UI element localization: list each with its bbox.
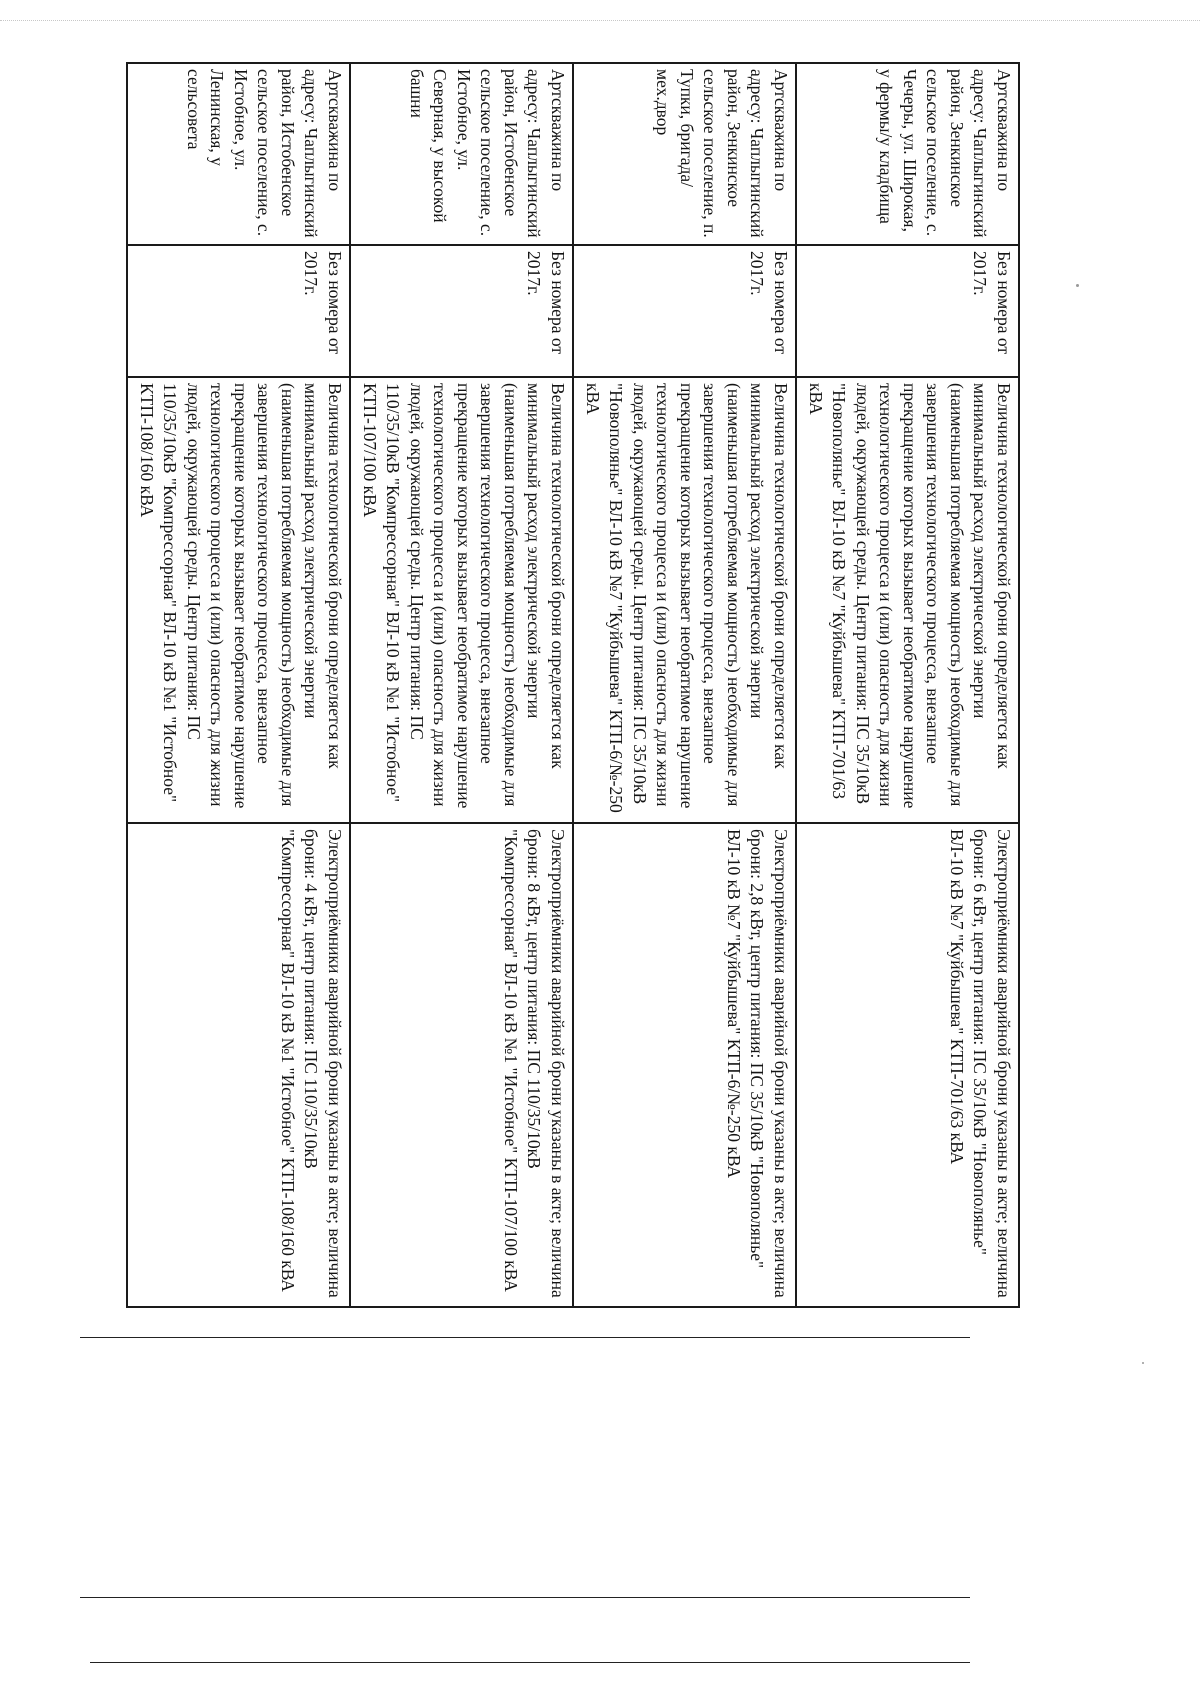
address-cell: Артскважина по адресу: Чаплыгинский район, Зенкинское сельское поселение, п. Тупки, бригада/мех.двор — [573, 63, 796, 245]
table-row — [573, 63, 796, 1307]
description-cell: Величина технологической брони определяется как минимальный расход электрической энергии (наименьшая потребляемая мощность) необходимые для завершения технологического процесса, внезапное прекращение которых вызывает необратимое нарушение технологического процесса и (или) опасность для жизни людей, окружающей среды. Центр питания: ПС 110/35/10кВ "Компрессорная" ВЛ-10 кВ №1 "Истобное" КТП-108/160 кВА — [127, 377, 350, 823]
description-cell: Величина технологической брони определяется как минимальный расход электрической энергии (наименьшая потребляемая мощность) необходимые для завершения технологического процесса, внезапное прекращение которых вызывает необратимое нарушение технологического процесса и (или) опасность для жизни людей, окружающей среды. Центр питания: ПС 35/10кВ "Новополянье" ВЛ-10 кВ №7 "Куйбышева" КТП-701/63 кВА — [796, 377, 1019, 823]
document-cell: Без номера от 2017г. — [573, 245, 796, 377]
description-cell: Величина технологической брони определяется как минимальный расход электрической энергии (наименьшая потребляемая мощность) необходимые для завершения технологического процесса, внезапное прекращение которых вызывает необратимое нарушение технологического процесса и (или) опасность для жизни людей, окружающей среды. Центр питания: ПС 110/35/10кВ "Компрессорная" ВЛ-10 кВ №1 "Истобное" КТП-107/100 кВА — [350, 377, 573, 823]
note-cell: Электроприёмники аварийной брони указаны в акте; величина брони: 8 кВт, центр питания: ПС 110/35/10кВ "Компрессорная" ВЛ-10 кВ №1 "Истобное" КТП-107/100 кВА — [350, 823, 573, 1307]
table-row — [350, 63, 573, 1307]
note-cell: Электроприёмники аварийной брони указаны в акте; величина брони: 4 кВт, центр питания: ПС 110/35/10кВ "Компрессорная" ВЛ-10 кВ №1 "Истобное" КТП-108/160 кВА — [127, 823, 350, 1307]
scan-speck — [1142, 1362, 1144, 1364]
note-cell: Электроприёмники аварийной брони указаны в акте; величина брони: 6 кВт, центр питания: ПС 35/10кВ "Новополянье" ВЛ-10 кВ №7 "Куйбышева" КТП-701/63 кВА — [796, 823, 1019, 1307]
scan-speck — [1076, 284, 1079, 287]
address-cell: Артскважина по адресу: Чаплыгинский район, Истобенское сельское поселение, с. Истобное, ул. Северная, у высокой башни — [350, 63, 573, 245]
scan-top-edge — [0, 20, 1200, 21]
signature-line — [90, 1662, 970, 1664]
document-cell: Без номера от 2017г. — [796, 245, 1019, 377]
reservation-table — [126, 62, 1020, 1308]
table-row — [127, 63, 350, 1307]
table-row — [796, 63, 1019, 1307]
document-cell: Без номера от 2017г. — [350, 245, 573, 377]
signature-line — [80, 1597, 970, 1599]
note-cell: Электроприёмники аварийной брони указаны в акте; величина брони: 2,8 кВт, центр питания: ПС 35/10кВ "Новополянье" ВЛ-10 кВ №7 "Куйбышева" КТП-6/№-250 кВА — [573, 823, 796, 1307]
address-cell: Артскважина по адресу: Чаплыгинский район, Зенкинское сельское поселение, с. Чечеры, ул. Широкая, у фермы/у кладбища — [796, 63, 1019, 245]
description-cell: Величина технологической брони определяется как минимальный расход электрической энергии (наименьшая потребляемая мощность) необходимые для завершения технологического процесса, внезапное прекращение которых вызывает необратимое нарушение технологического процесса и (или) опасность для жизни людей, окружающей среды. Центр питания: ПС 35/10кВ "Новополянье" ВЛ-10 кВ №7 "Куйбышева" КТП-6/№-250 кВА — [573, 377, 796, 823]
rotated-page-content — [120, 62, 1020, 1682]
document-cell: Без номера от 2017г. — [127, 245, 350, 377]
address-cell: Артскважина по адресу: Чаплыгинский район, Истобенское сельское поселение, с. Истобное, ул. Ленинская, у сельсовета — [127, 63, 350, 245]
signature-line — [80, 1337, 970, 1339]
